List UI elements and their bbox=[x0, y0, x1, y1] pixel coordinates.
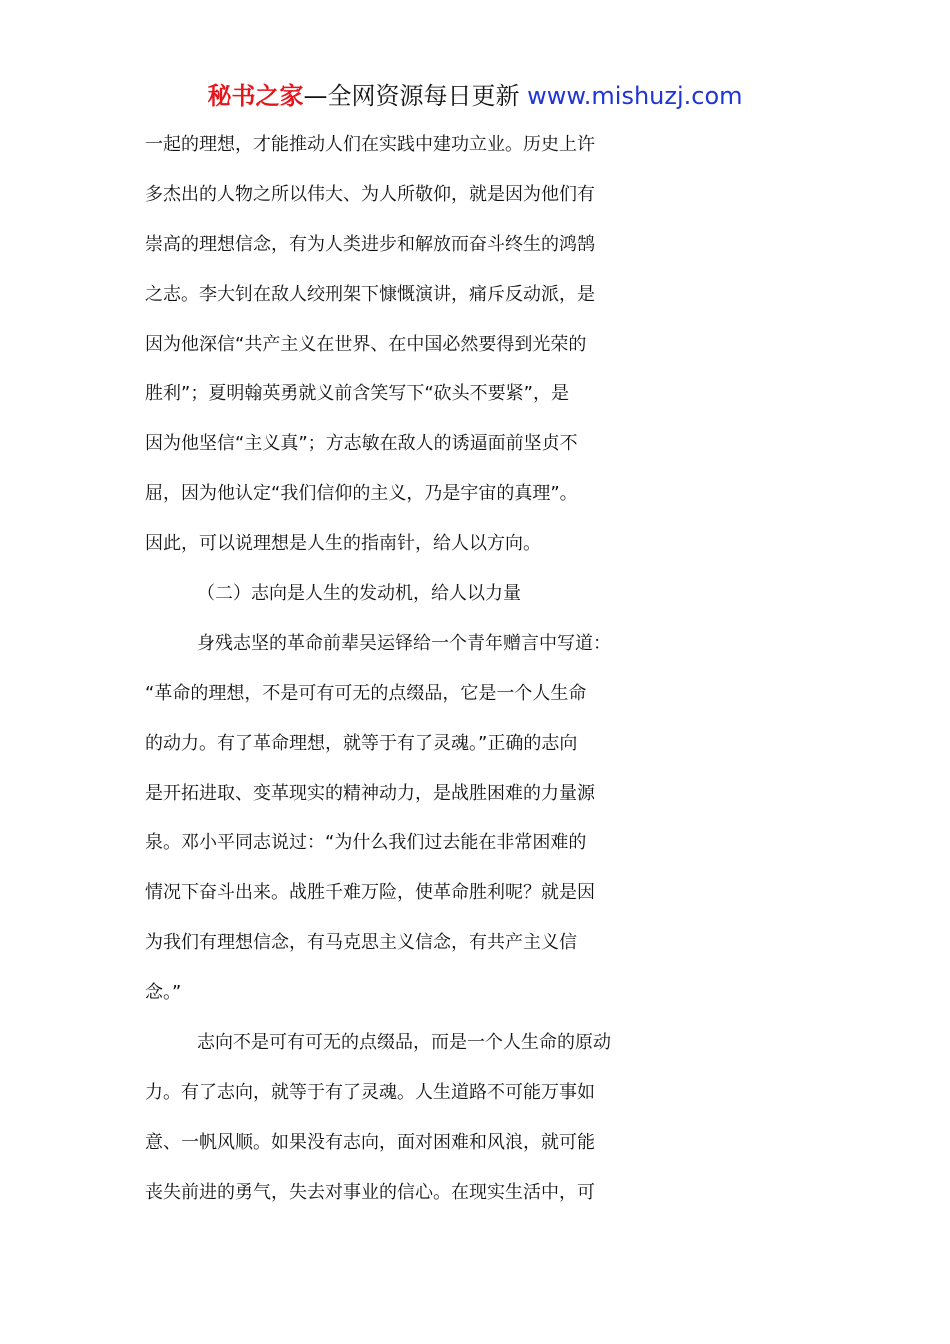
text-line: 之志。李大钊在敌人绞刑架下慷慨演讲，痛斥反动派，是 bbox=[145, 283, 595, 305]
text-line: 为我们有理想信念，有马克思主义信念，有共产主义信 bbox=[145, 932, 577, 954]
document-body bbox=[145, 120, 825, 1218]
site-tagline: —全网资源每日更新 bbox=[303, 82, 528, 110]
text-line: 身残志坚的革命前辈吴运铎给一个青年赠言中写道： bbox=[197, 632, 611, 654]
text-line: 力。有了志向，就等于有了灵魂。人生道路不可能万事如 bbox=[145, 1081, 595, 1103]
text-line: 丧失前进的勇气，失去对事业的信心。在现实生活中，可 bbox=[145, 1181, 595, 1203]
text-line: 因此，可以说理想是人生的指南针，给人以方向。 bbox=[145, 533, 541, 555]
text-line: 志向不是可有可无的点缀品，而是一个人生命的原动 bbox=[197, 1032, 611, 1054]
text-line: 念。” bbox=[145, 982, 182, 1004]
page-header bbox=[0, 80, 950, 112]
text-line: 胜利”；夏明翰英勇就义前含笑写下“砍头不要紧”，是 bbox=[145, 383, 569, 405]
text-line: 的动力。有了革命理想，就等于有了灵魂。”正确的志向 bbox=[145, 732, 578, 754]
text-line: 崇高的理想信念，有为人类进步和解放而奋斗终生的鸿鹄 bbox=[145, 233, 595, 255]
text-line: 因为他坚信“主义真”；方志敏在敌人的诱逼面前坚贞不 bbox=[145, 433, 578, 455]
text-line: 泉。邓小平同志说过：“为什么我们过去能在非常困难的 bbox=[145, 832, 587, 854]
text-line: 多杰出的人物之所以伟大、为人所敬仰，就是因为他们有 bbox=[145, 183, 595, 205]
text-line: 因为他深信“共产主义在世界、在中国必然要得到光荣的 bbox=[145, 333, 587, 355]
text-line: 情况下奋斗出来。战胜千难万险，使革命胜利呢？就是因 bbox=[145, 882, 595, 904]
text-line: 意、一帆风顺。如果没有志向，面对困难和风浪，就可能 bbox=[145, 1131, 595, 1153]
text-line: （二）志向是人生的发动机，给人以力量 bbox=[197, 583, 521, 605]
text-line: “革命的理想，不是可有可无的点缀品，它是一个人生命 bbox=[145, 682, 587, 704]
text-line: 一起的理想，才能推动人们在实践中建功立业。历史上许 bbox=[145, 134, 595, 155]
site-brand: 秘书之家 bbox=[207, 82, 304, 110]
text-line: 是开拓进取、变革现实的精神动力，是战胜困难的力量源 bbox=[145, 782, 595, 804]
text-line: 屈，因为他认定“我们信仰的主义，乃是宇宙的真理”。 bbox=[145, 483, 578, 505]
site-url: www.mishuzj.com bbox=[527, 82, 743, 110]
